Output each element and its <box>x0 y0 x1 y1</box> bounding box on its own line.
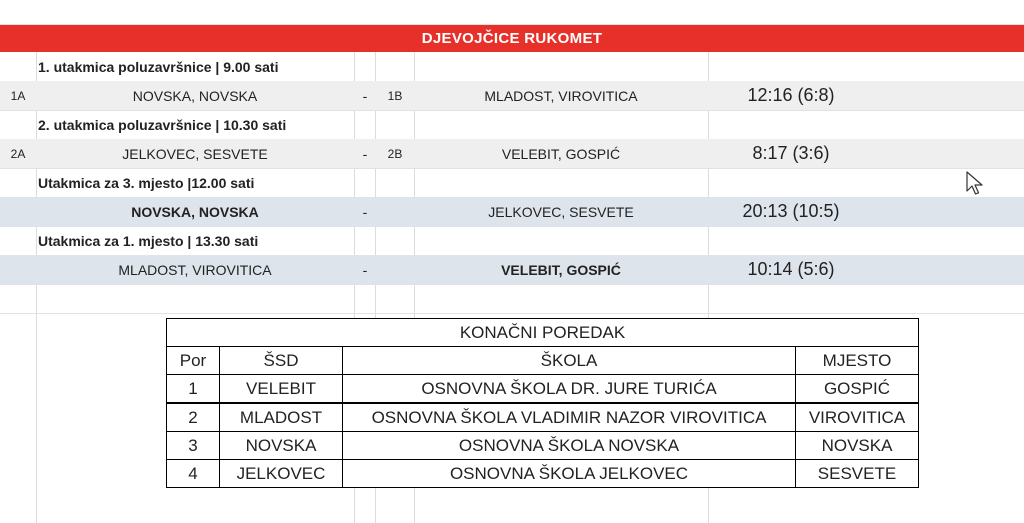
team-a[interactable]: NOVSKA, NOVSKA <box>132 87 258 104</box>
standings-row <box>167 375 919 404</box>
col-header-ssd[interactable]: ŠSD <box>220 347 343 375</box>
standings-rank[interactable]: 4 <box>167 460 220 488</box>
standings-rank[interactable]: 3 <box>167 432 220 460</box>
match-score[interactable]: 10:14 (5:6) <box>747 259 835 279</box>
standings-rank[interactable]: 1 <box>167 375 220 404</box>
standings-row <box>167 403 919 432</box>
separator-dash[interactable]: - <box>362 261 368 278</box>
standings-club[interactable]: VELEBIT <box>220 375 343 404</box>
separator-dash[interactable]: - <box>362 203 368 220</box>
seed-b[interactable]: 1B <box>387 88 403 103</box>
standings-place[interactable]: NOVSKA <box>796 432 919 460</box>
seed-b[interactable]: 2B <box>387 146 403 161</box>
grid-line <box>0 284 1024 285</box>
match-score[interactable]: 12:16 (6:8) <box>747 85 835 105</box>
standings-school[interactable]: OSNOVNA ŠKOLA NOVSKA <box>343 432 796 460</box>
separator-dash[interactable]: - <box>362 145 368 162</box>
team-b[interactable]: VELEBIT, GOSPIĆ <box>501 145 621 162</box>
standings-row <box>167 460 919 488</box>
separator-dash[interactable]: - <box>362 87 368 104</box>
standings-place[interactable]: GOSPIĆ <box>796 375 919 404</box>
team-b[interactable]: MLADOST, VIROVITICA <box>484 87 638 104</box>
match-header[interactable]: 2. utakmica poluzavršnice | 10.30 sati <box>38 116 287 133</box>
standings-title[interactable]: KONAČNI POREDAK <box>167 319 919 347</box>
standings-header-row <box>167 347 919 375</box>
match-header[interactable]: Utakmica za 3. mjesto |12.00 sati <box>38 174 255 191</box>
col-header-por[interactable]: Por <box>167 347 220 375</box>
standings-row <box>167 432 919 460</box>
standings-table <box>166 318 919 488</box>
match-row[interactable] <box>0 197 1024 226</box>
match-score[interactable]: 20:13 (10:5) <box>742 201 840 221</box>
match-header[interactable]: Utakmica za 1. mjesto | 13.30 sati <box>38 232 259 249</box>
standings-place[interactable]: VIROVITICA <box>796 403 919 432</box>
header-row[interactable] <box>0 226 1024 255</box>
col-header-skola[interactable]: ŠKOLA <box>343 347 796 375</box>
col-header-mjesto[interactable]: MJESTO <box>796 347 919 375</box>
standings-school[interactable]: OSNOVNA ŠKOLA VLADIMIR NAZOR VIROVITICA <box>343 403 796 432</box>
header-row[interactable] <box>0 52 1024 81</box>
team-a[interactable]: JELKOVEC, SESVETE <box>122 145 268 162</box>
header-row[interactable] <box>0 168 1024 197</box>
seed-a[interactable]: 1A <box>10 88 26 103</box>
grid-line <box>0 313 1024 314</box>
standings-place[interactable]: SESVETE <box>796 460 919 488</box>
match-score[interactable]: 8:17 (3:6) <box>752 143 830 163</box>
header-row[interactable] <box>0 110 1024 139</box>
standings-school[interactable]: OSNOVNA ŠKOLA JELKOVEC <box>343 460 796 488</box>
team-b[interactable]: JELKOVEC, SESVETE <box>488 203 634 220</box>
match-row[interactable] <box>0 139 1024 168</box>
match-header[interactable]: 1. utakmica poluzavršnice | 9.00 sati <box>38 58 279 75</box>
team-b[interactable]: VELEBIT, GOSPIĆ <box>501 261 621 278</box>
seed-a[interactable]: 2A <box>10 146 26 161</box>
match-row[interactable] <box>0 255 1024 284</box>
team-a[interactable]: NOVSKA, NOVSKA <box>131 203 259 220</box>
standings-rank[interactable]: 2 <box>167 403 220 432</box>
team-a[interactable]: MLADOST, VIROVITICA <box>118 261 272 278</box>
sheet-title[interactable]: DJEVOJČICE RUKOMET <box>0 25 1024 52</box>
standings-club[interactable]: JELKOVEC <box>220 460 343 488</box>
mouse-pointer-icon <box>966 171 984 197</box>
match-row[interactable] <box>0 81 1024 110</box>
standings-club[interactable]: MLADOST <box>220 403 343 432</box>
standings-title-row <box>167 319 919 347</box>
standings-school[interactable]: OSNOVNA ŠKOLA DR. JURE TURIĆA <box>343 375 796 404</box>
standings-club[interactable]: NOVSKA <box>220 432 343 460</box>
